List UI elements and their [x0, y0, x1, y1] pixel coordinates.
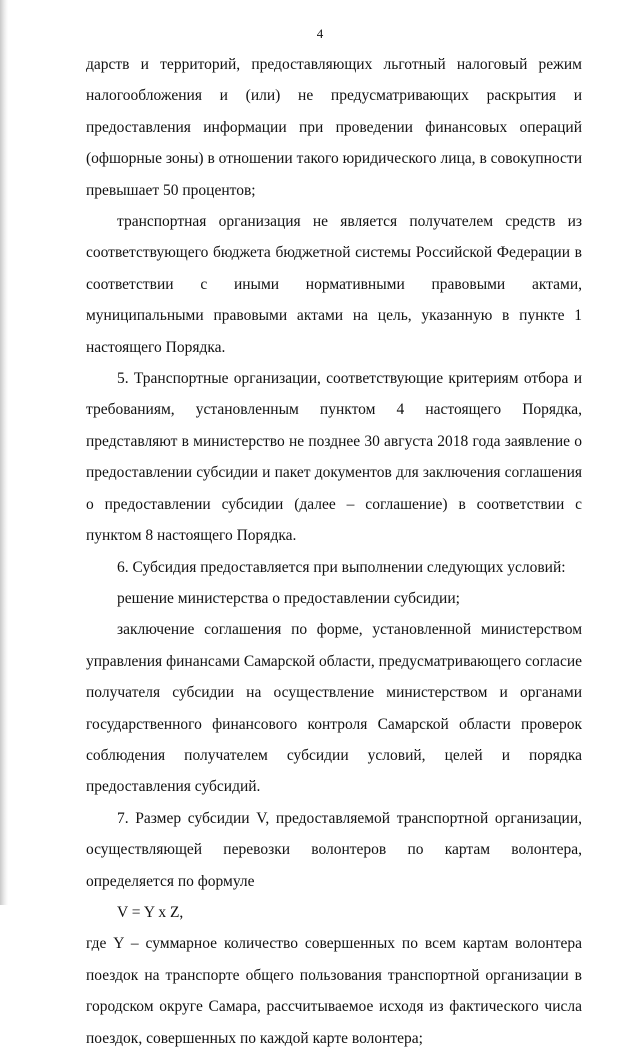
- paragraph-condition-agreement: заключение соглашения по форме, установленной министерством управления финансами Самарской области, предусматривающего согласие получателя субсидии на осуществление министерством и органами государственного финансового контроля Самарской области проверок соблюдения получателем субсидии условий, целей и порядка предоставления субсидий.: [86, 621, 582, 796]
- formula: V = Y x Z,: [117, 903, 184, 921]
- paragraph-formula-definition: где Y – суммарное количество совершенных по всем картам волонтера поездок на транспорте общего пользования транспортной организации в городском округе Самара, рассчитываемое исходя из фактического числа поездок, совершенных по каждой карте волонтера;: [86, 935, 582, 1047]
- paragraph-continuation: дарств и территорий, предоставляющих льготный налоговый режим налогообложения и (или) не предусматривающих раскрытия и предоставления информации при проведении финансовых операций (офшорные зоны) в отношении такого юридического лица, в совокупности превышает 50 процентов;: [86, 56, 582, 199]
- document-body: [86, 49, 582, 1054]
- paragraph-condition-decision: решение министерства о предоставлении субсидии;: [117, 589, 460, 607]
- paragraph-item-5: 5. Транспортные организации, соответствующие критериям отбора и требованиям, установленным пунктом 4 настоящего Порядка, представляют в министерство не позднее 30 августа 2018 года заявление о предоставлении субсидии и пакет документов для заключения соглашения о предоставлении субсидии (далее – соглашение) в соответствии с пунктом 8 настоящего Порядка.: [86, 370, 582, 545]
- paragraph-condition: транспортная организация не является получателем средств из соответствующего бюджета бюджетной системы Российской Федерации в соответствии с иными нормативными правовыми актами, муниципальными правовыми актами на цель, указанную в пункте 1 настоящего Порядка.: [86, 213, 582, 356]
- paragraph-item-7: 7. Размер субсидии V, предоставляемой транспортной организации, осуществляющей перевозки волонтеров по картам волонтера, определяется по формуле: [86, 809, 582, 890]
- paragraph-item-6: 6. Субсидия предоставляется при выполнении следующих условий:: [117, 558, 566, 576]
- scan-edge: [0, 0, 8, 905]
- page-number: 4: [316, 26, 324, 41]
